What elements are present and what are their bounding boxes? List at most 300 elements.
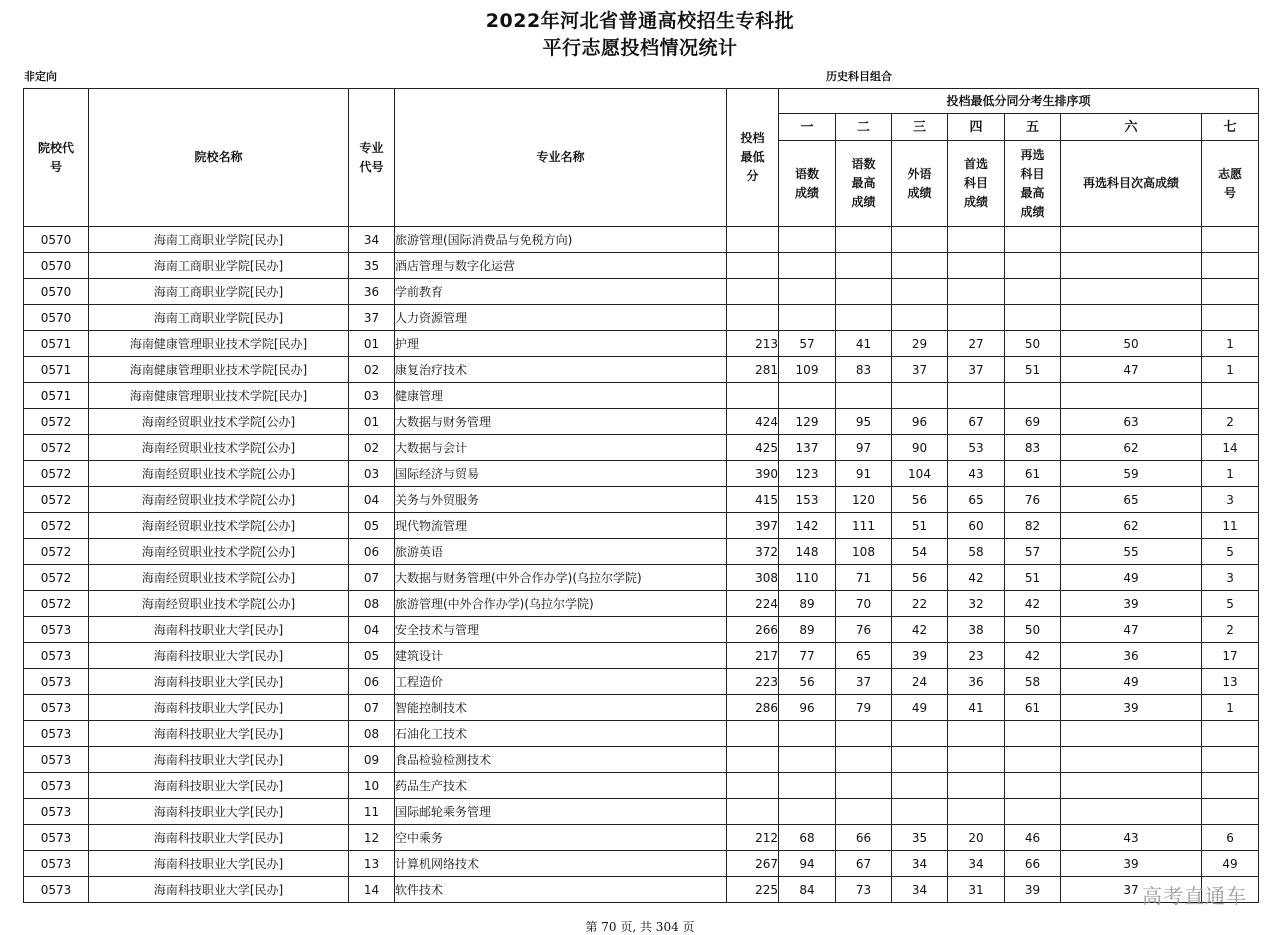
score-4-cell: 23 xyxy=(948,643,1005,669)
score-1-cell: 89 xyxy=(779,617,836,643)
school-name-cell: 海南科技职业大学[民办] xyxy=(89,799,349,825)
score-2-cell xyxy=(836,227,892,253)
score-4-cell: 41 xyxy=(948,695,1005,721)
score-1-cell: 110 xyxy=(779,565,836,591)
score-7-cell: 13 xyxy=(1202,669,1259,695)
score-5-cell: 58 xyxy=(1005,669,1061,695)
score-4-cell xyxy=(948,799,1005,825)
score-5-cell: 42 xyxy=(1005,591,1061,617)
col-major-name: 专业名称 xyxy=(395,89,727,227)
table-row xyxy=(24,825,1259,851)
score-3-cell: 24 xyxy=(892,669,948,695)
score-6-cell: 49 xyxy=(1061,565,1202,591)
major-code-cell: 09 xyxy=(349,747,395,773)
major-code-cell: 12 xyxy=(349,825,395,851)
major-code-cell: 06 xyxy=(349,669,395,695)
score-1-cell: 84 xyxy=(779,877,836,903)
score-3-cell xyxy=(892,773,948,799)
school-name-cell: 海南经贸职业技术学院[公办] xyxy=(89,461,349,487)
table-row xyxy=(24,799,1259,825)
score-1-cell: 148 xyxy=(779,539,836,565)
table-row xyxy=(24,435,1259,461)
score-1-cell: 129 xyxy=(779,409,836,435)
score-5-cell: 61 xyxy=(1005,695,1061,721)
score-1-cell xyxy=(779,799,836,825)
page-title: 2022年河北省普通高校招生专科批 xyxy=(485,10,795,32)
min-score-cell xyxy=(727,799,779,825)
major-name-cell: 计算机网络技术 xyxy=(395,851,727,877)
score-6-cell: 65 xyxy=(1061,487,1202,513)
school-code-cell: 0570 xyxy=(24,227,89,253)
score-3-cell: 29 xyxy=(892,331,948,357)
score-5-cell xyxy=(1005,253,1061,279)
score-2-cell: 91 xyxy=(836,461,892,487)
table-row xyxy=(24,565,1259,591)
score-3-cell: 22 xyxy=(892,591,948,617)
score-4-cell xyxy=(948,721,1005,747)
score-4-cell: 58 xyxy=(948,539,1005,565)
major-name-cell: 大数据与财务管理(中外合作办学)(乌拉尔学院) xyxy=(395,565,727,591)
min-score-cell xyxy=(727,305,779,331)
score-1-cell: 68 xyxy=(779,825,836,851)
score-7-cell: 14 xyxy=(1202,435,1259,461)
school-name-cell: 海南科技职业大学[民办] xyxy=(89,747,349,773)
school-name-cell: 海南科技职业大学[民办] xyxy=(89,643,349,669)
min-score-cell: 372 xyxy=(727,539,779,565)
score-7-cell: 2 xyxy=(1202,409,1259,435)
major-name-cell: 大数据与财务管理 xyxy=(395,409,727,435)
order-2: 二 xyxy=(836,114,892,141)
score-1-cell xyxy=(779,383,836,409)
sub-col-7: 志愿号 xyxy=(1202,141,1259,227)
score-2-cell: 76 xyxy=(836,617,892,643)
table-row xyxy=(24,877,1259,903)
score-2-cell: 97 xyxy=(836,435,892,461)
score-7-cell: 11 xyxy=(1202,513,1259,539)
col-major-code: 专业代号 xyxy=(349,89,395,227)
score-3-cell: 54 xyxy=(892,539,948,565)
major-name-cell: 大数据与会计 xyxy=(395,435,727,461)
table-row xyxy=(24,357,1259,383)
score-4-cell: 60 xyxy=(948,513,1005,539)
school-code-cell: 0573 xyxy=(24,825,89,851)
score-7-cell: 1 xyxy=(1202,357,1259,383)
score-1-cell: 137 xyxy=(779,435,836,461)
score-5-cell xyxy=(1005,747,1061,773)
score-6-cell: 39 xyxy=(1061,591,1202,617)
sub-col-1: 语数成绩 xyxy=(779,141,836,227)
major-name-cell: 人力资源管理 xyxy=(395,305,727,331)
school-code-cell: 0573 xyxy=(24,773,89,799)
major-name-cell: 酒店管理与数字化运营 xyxy=(395,253,727,279)
major-code-cell: 35 xyxy=(349,253,395,279)
min-score-cell: 425 xyxy=(727,435,779,461)
score-5-cell: 69 xyxy=(1005,409,1061,435)
school-name-cell: 海南科技职业大学[民办] xyxy=(89,877,349,903)
score-7-cell xyxy=(1202,747,1259,773)
score-5-cell xyxy=(1005,383,1061,409)
score-6-cell: 50 xyxy=(1061,331,1202,357)
school-name-cell: 海南科技职业大学[民办] xyxy=(89,669,349,695)
school-code-cell: 0573 xyxy=(24,747,89,773)
school-code-cell: 0573 xyxy=(24,695,89,721)
score-4-cell: 67 xyxy=(948,409,1005,435)
page-footer: 第 70 页, 共 304 页 xyxy=(585,920,695,934)
score-5-cell: 42 xyxy=(1005,643,1061,669)
major-name-cell: 工程造价 xyxy=(395,669,727,695)
score-5-cell xyxy=(1005,227,1061,253)
school-code-cell: 0570 xyxy=(24,253,89,279)
score-5-cell: 57 xyxy=(1005,539,1061,565)
order-4: 四 xyxy=(948,114,1005,141)
score-3-cell: 34 xyxy=(892,877,948,903)
major-name-cell: 护理 xyxy=(395,331,727,357)
min-score-cell: 390 xyxy=(727,461,779,487)
score-6-cell xyxy=(1061,747,1202,773)
score-5-cell: 66 xyxy=(1005,851,1061,877)
score-5-cell: 82 xyxy=(1005,513,1061,539)
min-score-cell xyxy=(727,227,779,253)
score-7-cell: 6 xyxy=(1202,825,1259,851)
score-3-cell xyxy=(892,279,948,305)
score-7-cell: 1 xyxy=(1202,461,1259,487)
min-score-cell: 223 xyxy=(727,669,779,695)
min-score-cell: 267 xyxy=(727,851,779,877)
table-row xyxy=(24,487,1259,513)
score-5-cell xyxy=(1005,305,1061,331)
min-score-cell: 217 xyxy=(727,643,779,669)
score-2-cell xyxy=(836,773,892,799)
score-2-cell: 71 xyxy=(836,565,892,591)
category-label: 非定向 xyxy=(24,70,57,83)
score-3-cell: 56 xyxy=(892,487,948,513)
min-score-cell: 266 xyxy=(727,617,779,643)
school-code-cell: 0573 xyxy=(24,669,89,695)
score-2-cell xyxy=(836,747,892,773)
major-name-cell: 空中乘务 xyxy=(395,825,727,851)
min-score-cell xyxy=(727,747,779,773)
school-name-cell: 海南经贸职业技术学院[公办] xyxy=(89,591,349,617)
school-name-cell: 海南工商职业学院[民办] xyxy=(89,279,349,305)
score-5-cell: 61 xyxy=(1005,461,1061,487)
major-name-cell: 国际经济与贸易 xyxy=(395,461,727,487)
score-3-cell xyxy=(892,721,948,747)
table-row xyxy=(24,539,1259,565)
table-row xyxy=(24,409,1259,435)
min-score-cell xyxy=(727,279,779,305)
major-code-cell: 02 xyxy=(349,357,395,383)
score-3-cell: 42 xyxy=(892,617,948,643)
major-code-cell: 13 xyxy=(349,851,395,877)
order-5: 五 xyxy=(1005,114,1061,141)
score-1-cell xyxy=(779,773,836,799)
school-code-cell: 0573 xyxy=(24,643,89,669)
score-2-cell: 73 xyxy=(836,877,892,903)
score-2-cell xyxy=(836,799,892,825)
score-6-cell: 55 xyxy=(1061,539,1202,565)
school-name-cell: 海南科技职业大学[民办] xyxy=(89,721,349,747)
major-code-cell: 02 xyxy=(349,435,395,461)
min-score-cell: 286 xyxy=(727,695,779,721)
score-2-cell: 111 xyxy=(836,513,892,539)
school-code-cell: 0572 xyxy=(24,539,89,565)
school-code-cell: 0572 xyxy=(24,461,89,487)
table-row xyxy=(24,331,1259,357)
page-subtitle: 平行志愿投档情况统计 xyxy=(542,37,738,59)
major-code-cell: 08 xyxy=(349,721,395,747)
table-row xyxy=(24,695,1259,721)
score-7-cell xyxy=(1202,279,1259,305)
score-4-cell xyxy=(948,747,1005,773)
score-3-cell xyxy=(892,799,948,825)
score-3-cell xyxy=(892,305,948,331)
score-6-cell: 36 xyxy=(1061,643,1202,669)
col-school-code: 院校代号 xyxy=(24,89,89,227)
score-7-cell: 3 xyxy=(1202,487,1259,513)
min-score-cell xyxy=(727,383,779,409)
school-code-cell: 0570 xyxy=(24,279,89,305)
school-name-cell: 海南经贸职业技术学院[公办] xyxy=(89,409,349,435)
score-6-cell: 62 xyxy=(1061,435,1202,461)
score-6-cell: 49 xyxy=(1061,669,1202,695)
major-name-cell: 食品检验检测技术 xyxy=(395,747,727,773)
major-name-cell: 现代物流管理 xyxy=(395,513,727,539)
score-7-cell xyxy=(1202,383,1259,409)
major-code-cell: 05 xyxy=(349,643,395,669)
major-name-cell: 石油化工技术 xyxy=(395,721,727,747)
score-6-cell: 37 xyxy=(1061,877,1202,903)
score-6-cell xyxy=(1061,799,1202,825)
school-code-cell: 0573 xyxy=(24,799,89,825)
table-row xyxy=(24,591,1259,617)
score-7-cell: 1 xyxy=(1202,695,1259,721)
school-code-cell: 0571 xyxy=(24,331,89,357)
table-row xyxy=(24,253,1259,279)
school-code-cell: 0572 xyxy=(24,409,89,435)
score-2-cell: 120 xyxy=(836,487,892,513)
score-6-cell xyxy=(1061,383,1202,409)
score-4-cell: 32 xyxy=(948,591,1005,617)
score-4-cell: 27 xyxy=(948,331,1005,357)
school-code-cell: 0572 xyxy=(24,487,89,513)
school-name-cell: 海南科技职业大学[民办] xyxy=(89,825,349,851)
major-code-cell: 04 xyxy=(349,487,395,513)
score-1-cell xyxy=(779,721,836,747)
order-1: 一 xyxy=(779,114,836,141)
major-name-cell: 关务与外贸服务 xyxy=(395,487,727,513)
score-5-cell: 83 xyxy=(1005,435,1061,461)
score-2-cell: 79 xyxy=(836,695,892,721)
score-1-cell xyxy=(779,227,836,253)
score-4-cell: 36 xyxy=(948,669,1005,695)
min-score-cell: 213 xyxy=(727,331,779,357)
score-5-cell: 50 xyxy=(1005,617,1061,643)
score-6-cell: 47 xyxy=(1061,617,1202,643)
score-3-cell xyxy=(892,383,948,409)
score-2-cell: 65 xyxy=(836,643,892,669)
score-6-cell xyxy=(1061,721,1202,747)
score-5-cell xyxy=(1005,721,1061,747)
major-name-cell: 旅游英语 xyxy=(395,539,727,565)
school-name-cell: 海南健康管理职业技术学院[民办] xyxy=(89,331,349,357)
score-4-cell: 42 xyxy=(948,565,1005,591)
score-5-cell: 46 xyxy=(1005,825,1061,851)
score-3-cell xyxy=(892,227,948,253)
score-1-cell: 94 xyxy=(779,851,836,877)
min-score-cell: 397 xyxy=(727,513,779,539)
major-code-cell: 05 xyxy=(349,513,395,539)
school-code-cell: 0573 xyxy=(24,877,89,903)
major-name-cell: 旅游管理(中外合作办学)(乌拉尔学院) xyxy=(395,591,727,617)
min-score-cell xyxy=(727,253,779,279)
score-4-cell: 65 xyxy=(948,487,1005,513)
score-4-cell xyxy=(948,383,1005,409)
score-2-cell xyxy=(836,279,892,305)
score-4-cell: 38 xyxy=(948,617,1005,643)
sub-col-2: 语数最高成绩 xyxy=(836,141,892,227)
major-name-cell: 国际邮轮乘务管理 xyxy=(395,799,727,825)
major-code-cell: 07 xyxy=(349,695,395,721)
min-score-cell: 424 xyxy=(727,409,779,435)
school-name-cell: 海南经贸职业技术学院[公办] xyxy=(89,565,349,591)
school-code-cell: 0572 xyxy=(24,565,89,591)
score-5-cell xyxy=(1005,773,1061,799)
table-row xyxy=(24,747,1259,773)
major-code-cell: 37 xyxy=(349,305,395,331)
school-code-cell: 0572 xyxy=(24,591,89,617)
score-5-cell: 39 xyxy=(1005,877,1061,903)
score-7-cell xyxy=(1202,227,1259,253)
major-code-cell: 03 xyxy=(349,383,395,409)
table-row xyxy=(24,383,1259,409)
watermark: 高考直通车 xyxy=(1142,884,1247,908)
score-1-cell: 109 xyxy=(779,357,836,383)
table-row xyxy=(24,305,1259,331)
score-3-cell xyxy=(892,253,948,279)
score-1-cell: 77 xyxy=(779,643,836,669)
score-1-cell xyxy=(779,305,836,331)
score-6-cell: 59 xyxy=(1061,461,1202,487)
score-1-cell: 96 xyxy=(779,695,836,721)
score-5-cell xyxy=(1005,279,1061,305)
order-3: 三 xyxy=(892,114,948,141)
min-score-cell: 225 xyxy=(727,877,779,903)
table-row xyxy=(24,721,1259,747)
score-3-cell: 39 xyxy=(892,643,948,669)
min-score-cell: 212 xyxy=(727,825,779,851)
score-6-cell: 39 xyxy=(1061,695,1202,721)
score-6-cell: 47 xyxy=(1061,357,1202,383)
school-code-cell: 0573 xyxy=(24,617,89,643)
table-row xyxy=(24,279,1259,305)
score-7-cell xyxy=(1202,253,1259,279)
min-score-cell xyxy=(727,773,779,799)
min-score-cell xyxy=(727,721,779,747)
score-3-cell: 56 xyxy=(892,565,948,591)
major-code-cell: 04 xyxy=(349,617,395,643)
score-1-cell xyxy=(779,253,836,279)
score-2-cell xyxy=(836,253,892,279)
score-1-cell: 153 xyxy=(779,487,836,513)
school-code-cell: 0572 xyxy=(24,513,89,539)
score-5-cell: 50 xyxy=(1005,331,1061,357)
score-3-cell: 104 xyxy=(892,461,948,487)
score-3-cell: 51 xyxy=(892,513,948,539)
sub-col-4: 首选科目成绩 xyxy=(948,141,1005,227)
score-1-cell: 89 xyxy=(779,591,836,617)
score-7-cell: 5 xyxy=(1202,591,1259,617)
score-2-cell: 83 xyxy=(836,357,892,383)
score-3-cell: 37 xyxy=(892,357,948,383)
score-4-cell xyxy=(948,773,1005,799)
score-4-cell xyxy=(948,305,1005,331)
score-2-cell: 66 xyxy=(836,825,892,851)
score-5-cell: 76 xyxy=(1005,487,1061,513)
major-name-cell: 旅游管理(国际消费品与免税方向) xyxy=(395,227,727,253)
major-code-cell: 03 xyxy=(349,461,395,487)
score-6-cell: 39 xyxy=(1061,851,1202,877)
score-7-cell: 3 xyxy=(1202,565,1259,591)
major-name-cell: 安全技术与管理 xyxy=(395,617,727,643)
score-7-cell: 5 xyxy=(1202,539,1259,565)
major-code-cell: 36 xyxy=(349,279,395,305)
table-row xyxy=(24,773,1259,799)
score-2-cell: 108 xyxy=(836,539,892,565)
major-code-cell: 01 xyxy=(349,331,395,357)
school-name-cell: 海南科技职业大学[民办] xyxy=(89,695,349,721)
score-7-cell xyxy=(1202,721,1259,747)
score-1-cell xyxy=(779,279,836,305)
score-4-cell: 37 xyxy=(948,357,1005,383)
school-name-cell: 海南工商职业学院[民办] xyxy=(89,253,349,279)
score-2-cell: 95 xyxy=(836,409,892,435)
score-5-cell xyxy=(1005,799,1061,825)
score-6-cell xyxy=(1061,773,1202,799)
score-4-cell: 31 xyxy=(948,877,1005,903)
score-7-cell xyxy=(1202,773,1259,799)
score-4-cell: 53 xyxy=(948,435,1005,461)
major-code-cell: 11 xyxy=(349,799,395,825)
table-row xyxy=(24,669,1259,695)
col-tie-group: 投档最低分同分考生排序项 xyxy=(779,89,1259,114)
score-1-cell: 123 xyxy=(779,461,836,487)
score-2-cell xyxy=(836,305,892,331)
table-row xyxy=(24,461,1259,487)
sub-col-3: 外语成绩 xyxy=(892,141,948,227)
score-5-cell: 51 xyxy=(1005,565,1061,591)
score-6-cell xyxy=(1061,279,1202,305)
order-7: 七 xyxy=(1202,114,1259,141)
table-row xyxy=(24,617,1259,643)
score-3-cell: 35 xyxy=(892,825,948,851)
score-4-cell xyxy=(948,227,1005,253)
score-1-cell: 142 xyxy=(779,513,836,539)
school-name-cell: 海南经贸职业技术学院[公办] xyxy=(89,435,349,461)
major-code-cell: 10 xyxy=(349,773,395,799)
col-min-score: 投档最低分 xyxy=(727,89,779,227)
major-name-cell: 药品生产技术 xyxy=(395,773,727,799)
school-name-cell: 海南工商职业学院[民办] xyxy=(89,227,349,253)
major-code-cell: 14 xyxy=(349,877,395,903)
school-name-cell: 海南科技职业大学[民办] xyxy=(89,851,349,877)
score-7-cell xyxy=(1202,799,1259,825)
major-name-cell: 康复治疗技术 xyxy=(395,357,727,383)
score-3-cell: 96 xyxy=(892,409,948,435)
major-name-cell: 智能控制技术 xyxy=(395,695,727,721)
school-name-cell: 海南健康管理职业技术学院[民办] xyxy=(89,357,349,383)
score-2-cell: 37 xyxy=(836,669,892,695)
table-row xyxy=(24,643,1259,669)
